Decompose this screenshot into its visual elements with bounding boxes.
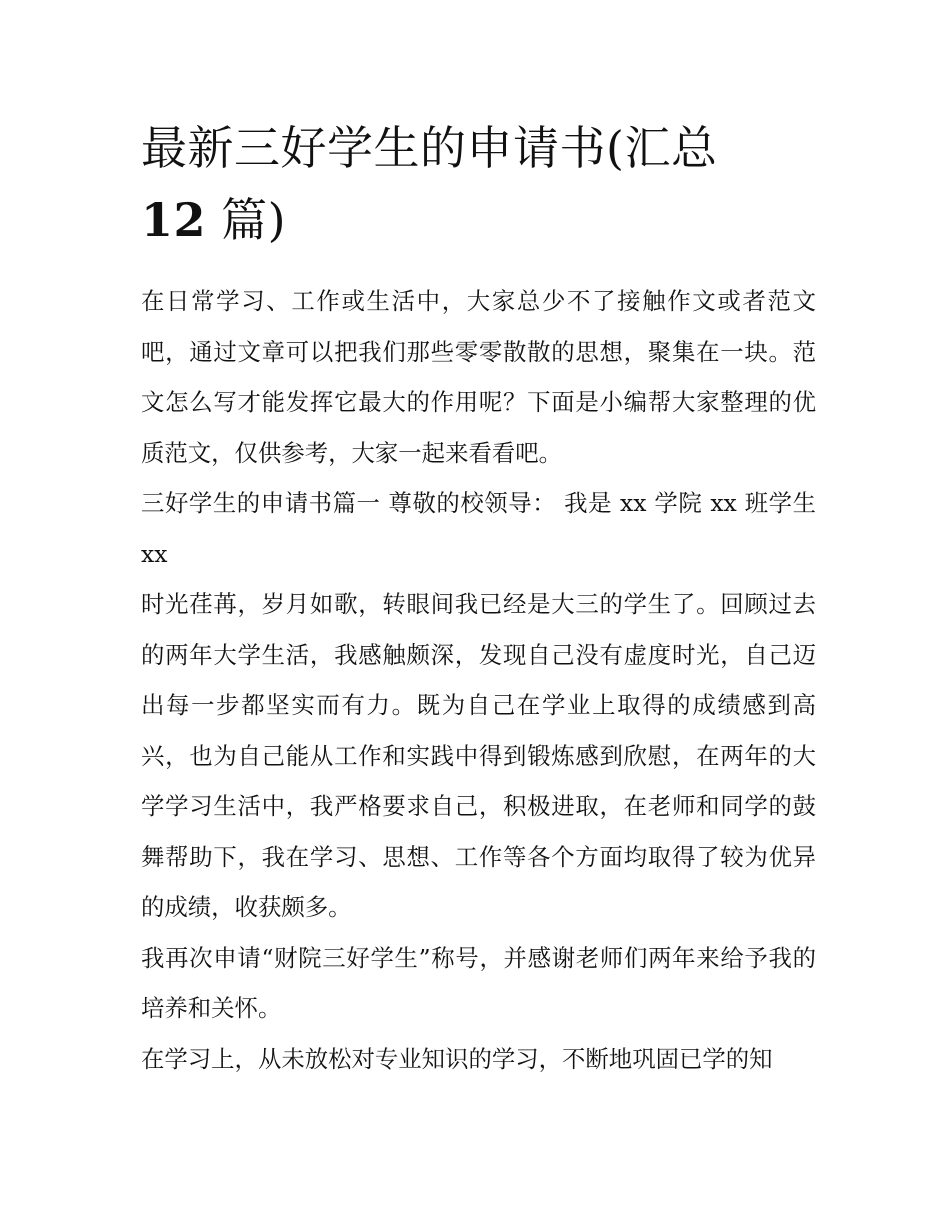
document-title [141,112,816,256]
title-suffix: 篇) [206,193,287,247]
section-heading-paragraph: 三好学生的申请书篇一 尊敬的校领导： 我是 xx 学院 xx 班学生 xx [141,489,816,568]
intro-paragraph: 在日常学习、工作或生活中，大家总少不了接触作文或者范文吧，通过文章可以把我们那些零零散散的思想，聚集在一块。范文怎么写才能发挥它最大的作用呢？下面是小编帮大家整理的优质范文，仅供参考，大家一起来看看吧。 [141,287,816,467]
body-paragraph: 我再次申请“财院三好学生”称号，并感谢老师们两年来给予我的培养和关怀。 [141,943,816,1022]
title-text: 最新三好学生的申请书(汇总 [141,121,718,175]
body-paragraph: 时光荏苒，岁月如歌，转眼间我已经是大三的学生了。回顾过去的两年大学生活，我感触颇深，发现自己没有虚度时光，自己迈出每一步都坚实而有力。既为自己在学业上取得的成绩感到高兴，也为自己能从工作和实践中得到锻炼感到欣慰，在两年的大学学习生活中，我严格要求自己，积极进取，在老师和同学的鼓舞帮助下，我在学习、思想、工作等各个方面均取得了较为优异的成绩，收获颇多。 [141,590,816,921]
document-page [141,112,816,1084]
title-number: 12 [141,193,207,247]
body-paragraph: 在学习上，从未放松对专业知识的学习，不断地巩固已学的知 [141,1044,773,1073]
document-body [141,276,816,1084]
